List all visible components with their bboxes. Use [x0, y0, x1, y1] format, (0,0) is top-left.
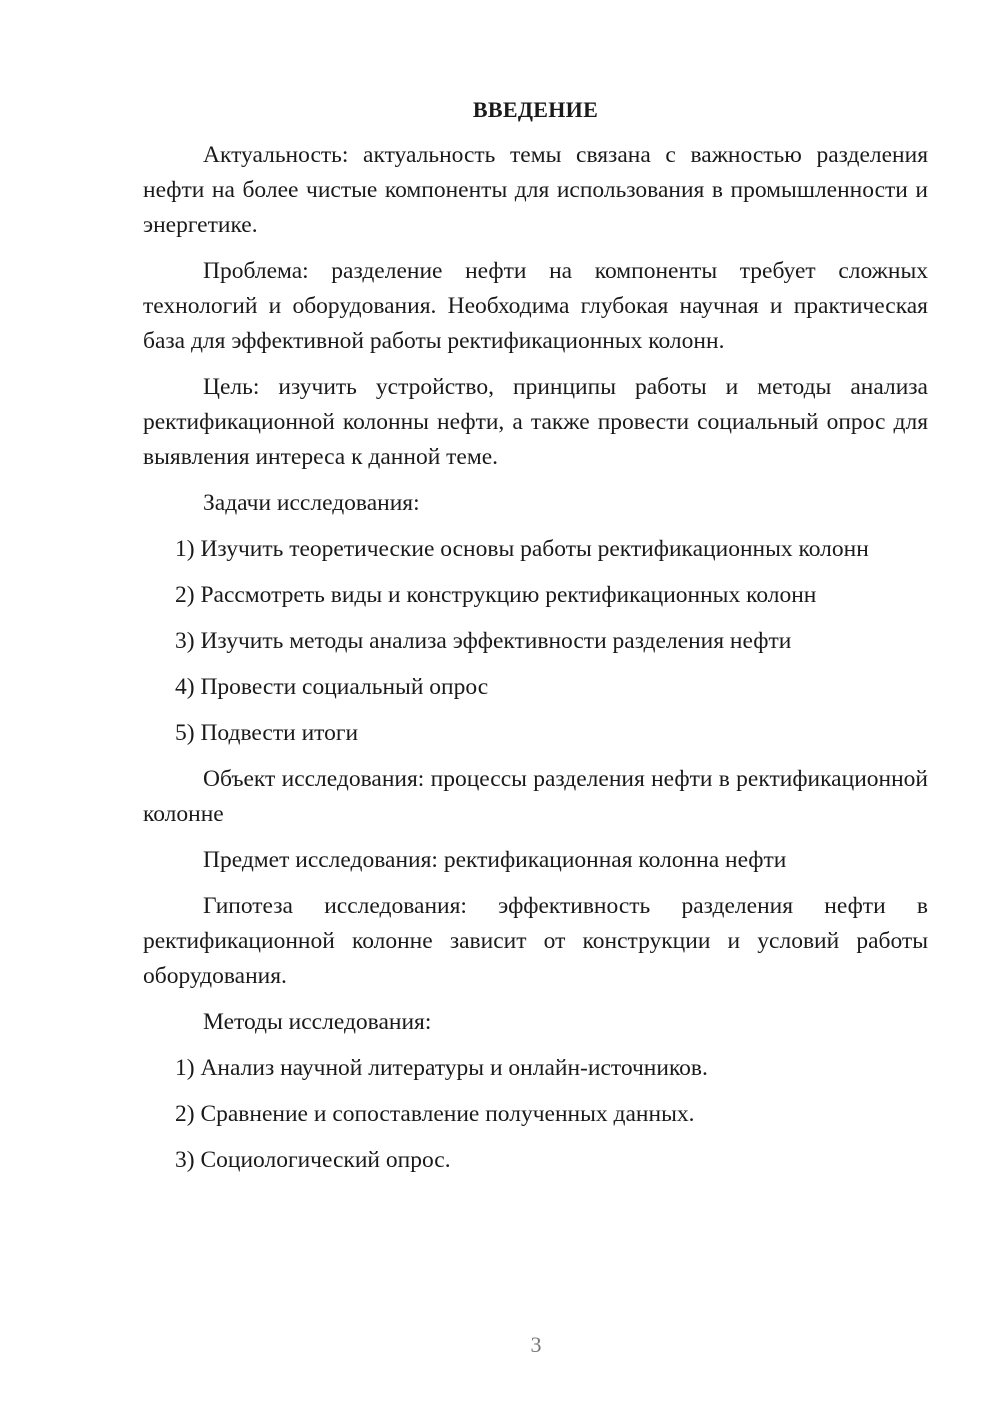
methods-heading: Методы исследования: — [203, 1009, 432, 1035]
object-paragraph: Объект исследования: процессы разделения нефти в ректификационной колонне — [143, 766, 928, 827]
task-item: 1) Изучить теоретические основы работы ректификационных колонн — [175, 536, 869, 562]
task-item: 3) Изучить методы анализа эффективности разделения нефти — [175, 628, 792, 654]
method-item: 2) Сравнение и сопоставление полученных данных. — [175, 1101, 695, 1127]
page-number: 3 — [530, 1332, 542, 1357]
method-item: 3) Социологический опрос. — [175, 1147, 451, 1173]
method-item: 1) Анализ научной литературы и онлайн-источников. — [175, 1055, 708, 1081]
problem-paragraph: Проблема: разделение нефти на компоненты требует сложных технологий и оборудования. Необходима глубокая научная и практическая база для эффективной работы ректификационных колонн. — [143, 258, 928, 354]
tasks-list — [143, 532, 928, 751]
tasks-heading: Задачи исследования: — [203, 490, 420, 516]
relevance-paragraph: Актуальность: актуальность темы связана с важностью разделения нефти на более чистые компоненты для использования в промышленности и энергетике. — [143, 142, 928, 238]
goal-paragraph: Цель: изучить устройство, принципы работы и методы анализа ректификационной колонны нефти, а также провести социальный опрос для выявления интереса к данной теме. — [143, 374, 928, 470]
subject-paragraph: Предмет исследования: ректификационная колонна нефти — [203, 847, 787, 873]
page-title: ВВЕДЕНИЕ — [472, 97, 599, 122]
task-item: 5) Подвести итоги — [175, 720, 359, 746]
page-content — [143, 92, 928, 1189]
hypothesis-paragraph: Гипотеза исследования: эффективность разделения нефти в ректификационной колонне зависит от конструкции и условий работы оборудования. — [143, 893, 928, 989]
task-item: 2) Рассмотреть виды и конструкцию ректификационных колонн — [175, 582, 817, 608]
task-item: 4) Провести социальный опрос — [175, 674, 489, 700]
methods-list — [143, 1051, 928, 1178]
